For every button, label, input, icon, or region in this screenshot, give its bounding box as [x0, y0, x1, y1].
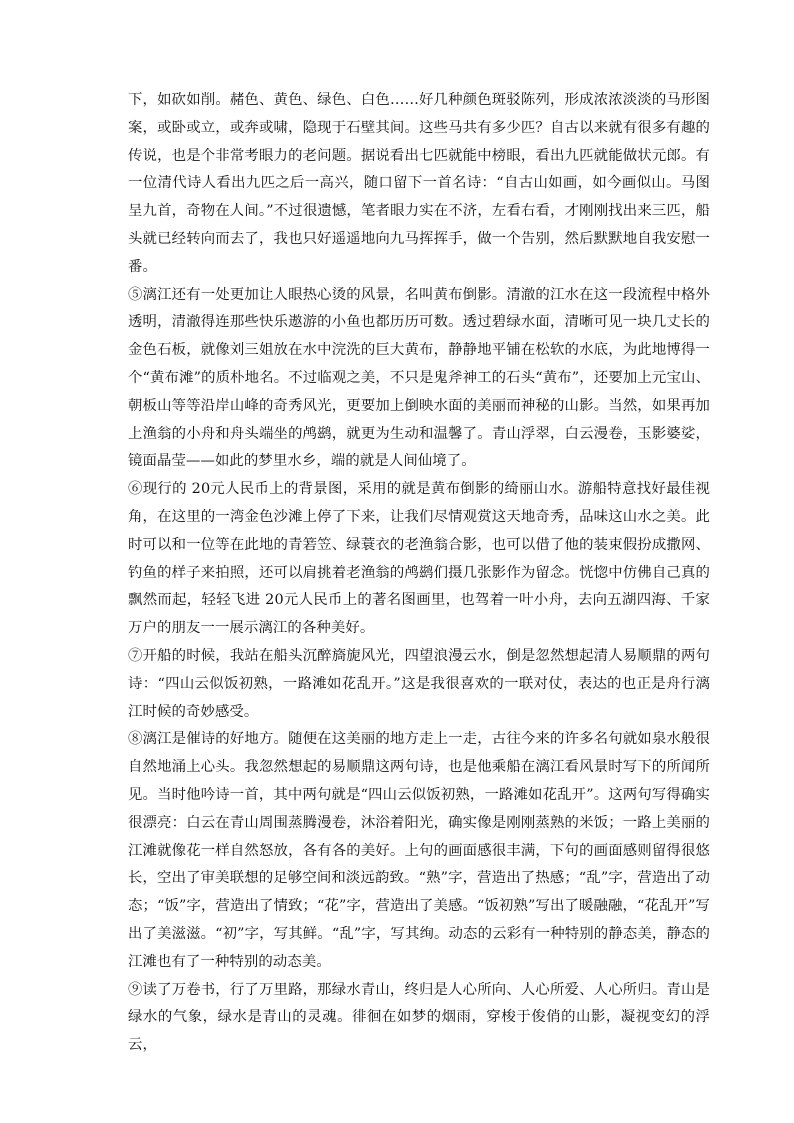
paragraph-continuation: 下，如砍如削。赭色、黄色、绿色、白色……好几种颜色斑驳陈列，形成浓浓淡淡的马形图案，或卧或立，或奔或啸，隐现于石壁其间。这些马共有多少匹？自古以来就有很多有趣的传说，也是个非常考眼力的老问题。据说看出七匹就能中榜眼，看出九匹就能做状元郎。有一位清代诗人看出九匹之后一高兴，随口留下一首名诗：“自古山如画，如今画似山。马图呈九首，奇物在人间。”不过很遗憾，笔者眼力实在不济，左看右看，才刚刚找出来三匹，船头就已经转向而去了，我也只好遥遥地向九马挥挥手，做一个告别，然后默默地自我安慰一番。	[128, 92, 710, 275]
paragraph-9: ⑨读了万卷书，行了万里路，那绿水青山，终归是人心所向、人心所爱、人心所归。青山是绿水的气象，绿水是青山的灵魂。徘徊在如梦的烟雨，穿梭于俊俏的山影，凝视变幻的浮云，	[128, 981, 710, 1054]
paragraph-7: ⑦开船的时候，我站在船头沉醉旖旎风光，四望浪漫云水，倒是忽然想起清人易顺鼎的两句诗：“四山云似饭初熟，一路滩如花乱开。”这是我很喜欢的一联对仗，表达的也正是舟行漓江时候的奇妙感受。	[128, 647, 710, 720]
paragraph-6: ⑥现行的 20元人民币上的背景图，采用的就是黄布倒影的绮丽山水。游船特意找好最佳视角，在这里的一湾金色沙滩上停了下来，让我们尽情观赏这天地奇秀，品味这山水之美。此时可以和一位等在此地的青箬笠、绿蓑衣的老渔翁合影，也可以借了他的装束假扮成撒网、钓鱼的样子来拍照，还可以肩挑着老渔翁的鸬鹚们摄几张影作为留念。恍惚中仿佛自己真的飘然而起，轻轻飞进 20元人民币上的著名图画里，也驾着一叶小舟，去向五湖四海、千家万户的朋友一一展示漓江的各种美好。	[128, 481, 710, 637]
paragraph-8: ⑧漓江是催诗的好地方。随便在这美丽的地方走上一走，古往今来的许多名句就如泉水般很自然地涌上心头。我忽然想起的易顺鼎这两句诗，也是他乘船在漓江看风景时写下的所闻所见。当时他吟诗一首，其中两句就是“四山云似饭初熟，一路滩如花乱开”。这两句写得确实很漂亮：白云在青山周围蒸腾漫卷，沐浴着阳光，确实像是刚刚蒸熟的米饭；一路上美丽的江滩就像花一样自然怒放，各有各的美好。上句的画面感很丰满，下句的画面感则留得很悠长，空出了审美联想的足够空间和淡远韵致。“熟”字，营造出了热感；“乱”字，营造出了动态；“饭”字，营造出了情致；“花”字，营造出了美感。“饭初熟”写出了暖融融，“花乱开”写出了美滋滋。“初”字，写其鲜。“乱”字，写其绚。动态的云彩有一种特别的静态美，静态的江滩也有了一种特别的动态美。	[128, 731, 710, 970]
paragraph-5: ⑤漓江还有一处更加让人眼热心烫的风景，名叫黄布倒影。清澈的江水在这一段流程中格外透明，清澈得连那些快乐遨游的小鱼也都历历可数。透过碧绿水面，清晰可见一块几丈长的金色石板，就像刘三姐放在水中浣洗的巨大黄布，静静地平铺在松软的水底，为此地博得一个“黄布滩”的质朴地名。不过临观之美，不只是鬼斧神工的石头“黄布”，还要加上元宝山、朝板山等等沿岸山峰的奇秀风光，更要加上倒映水面的美丽而神秘的山影。当然，如果再加上渔翁的小舟和舟头端坐的鸬鹚，就更为生动和温馨了。青山浮翠，白云漫卷，玉影婆娑，镜面晶莹——如此的梦里水乡，端的就是人间仙境了。	[128, 286, 710, 470]
article-body	[128, 87, 710, 1060]
